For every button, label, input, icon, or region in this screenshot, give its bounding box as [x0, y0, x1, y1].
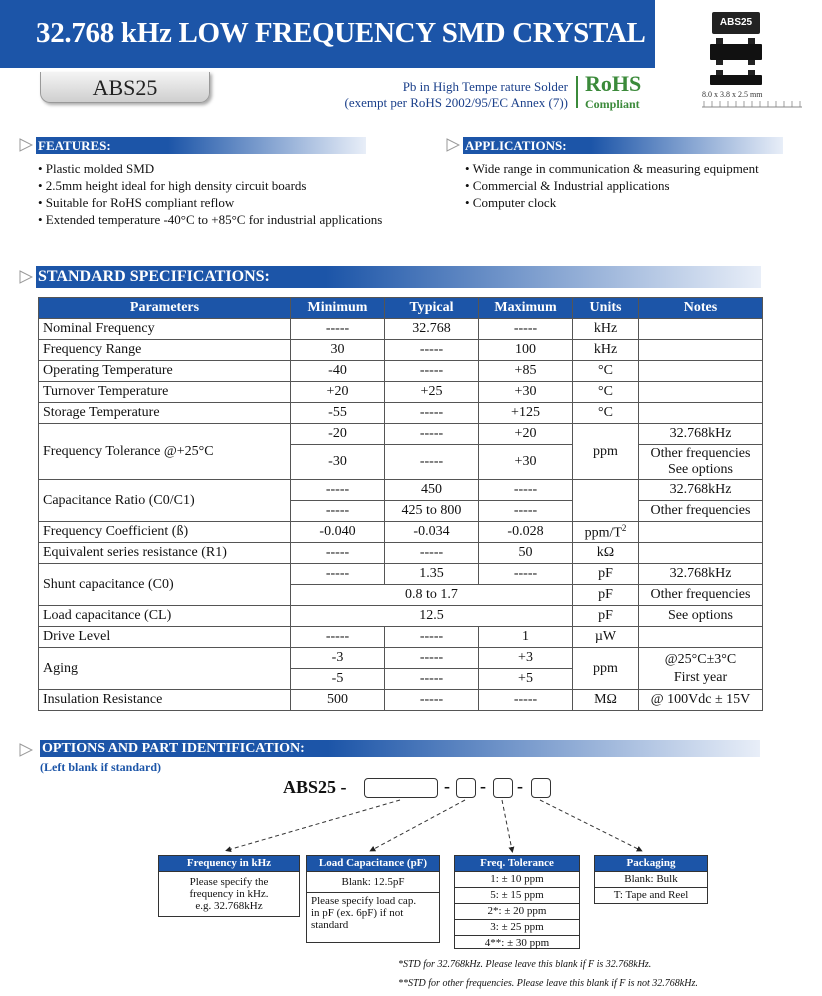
table-cell: pF: [573, 606, 639, 627]
note-line: See options: [668, 462, 733, 477]
packaging-option-box: [594, 855, 708, 904]
option-text: 2*: ± 20 ppm: [455, 904, 579, 920]
list-item: • Extended temperature -40°C to +85°C for industrial applications: [38, 212, 383, 227]
table-cell: µW: [573, 627, 639, 648]
list-item: • Suitable for RoHS compliant reflow: [38, 195, 235, 210]
table-cell: Load capacitance (CL): [39, 606, 291, 627]
table-cell: +5: [479, 669, 573, 690]
table-cell: -----: [385, 669, 479, 690]
table-cell: -----: [291, 480, 385, 501]
table-cell: Frequency Coefficient (ß): [39, 522, 291, 543]
option-title: Frequency in kHz: [159, 856, 299, 872]
table-cell: °C: [573, 361, 639, 382]
table-cell: Turnover Temperature: [39, 382, 291, 403]
option-title: Freq. Tolerance: [455, 856, 579, 872]
table-cell: 450: [385, 480, 479, 501]
tolerance-option-box: [454, 855, 580, 949]
table-cell: 1: [479, 627, 573, 648]
part-number-prefix: ABS25 -: [283, 777, 347, 797]
table-cell: -----: [385, 627, 479, 648]
list-item: • Wide range in communication & measuring equipment: [465, 161, 759, 176]
applications-heading-text: APPLICATIONS:: [465, 138, 567, 153]
table-cell: kHz: [573, 340, 639, 361]
option-text: in pF (ex. 6pF) if not: [311, 907, 404, 919]
table-cell: 425 to 800: [385, 501, 479, 522]
list-item: • Computer clock: [465, 195, 557, 210]
table-cell: Shunt capacitance (C0): [39, 564, 291, 606]
list-item: • 2.5mm height ideal for high density circuit boards: [38, 178, 307, 193]
table-cell: -----: [385, 403, 479, 424]
table-cell: -----: [385, 340, 479, 361]
footnote-std-other: **STD for other frequencies. Please leave this blank if F is not 32.768kHz.: [398, 978, 698, 989]
options-heading-text: OPTIONS AND PART IDENTIFICATION:: [42, 741, 305, 756]
unit-text: ppm/T: [584, 525, 622, 541]
table-cell: +30: [479, 445, 573, 480]
table-cell: -----: [385, 690, 479, 711]
table-cell: -5: [291, 669, 385, 690]
table-cell: 500: [291, 690, 385, 711]
table-cell: -----: [385, 445, 479, 480]
rohs-logo: RoHS: [585, 71, 642, 96]
table-cell: °C: [573, 382, 639, 403]
table-cell: pF: [573, 585, 639, 606]
table-cell: -0.040: [291, 522, 385, 543]
frequency-option-box: [158, 855, 300, 917]
option-text: frequency in kHz.: [189, 888, 269, 900]
option-title: Load Capacitance (pF): [307, 856, 439, 872]
features-heading-text: FEATURES:: [38, 138, 111, 153]
unit-exponent: 2: [621, 522, 627, 533]
table-cell: +20: [479, 424, 573, 445]
table-cell: -----: [385, 361, 479, 382]
table-cell: 32.768: [385, 319, 479, 340]
table-cell: kHz: [573, 319, 639, 340]
solder-note-line2: (exempt per RoHS 2002/95/EC Annex (7)): [344, 95, 568, 110]
model-name: ABS25: [92, 75, 158, 100]
column-header: Parameters: [39, 298, 291, 319]
option-text: Blank: 12.5pF: [307, 872, 439, 893]
table-cell: +85: [479, 361, 573, 382]
dash: -: [517, 776, 523, 796]
table-cell: -----: [385, 543, 479, 564]
table-cell: Equivalent series resistance (R1): [39, 543, 291, 564]
table-cell: 32.768kHz: [639, 480, 763, 501]
table-cell: ppm: [573, 648, 639, 690]
chip-label: ABS25: [712, 12, 760, 34]
table-cell: 100: [479, 340, 573, 361]
table-cell: Storage Temperature: [39, 403, 291, 424]
dash: -: [444, 776, 450, 796]
table-cell: +25: [385, 382, 479, 403]
table-cell: Operating Temperature: [39, 361, 291, 382]
list-item: • Plastic molded SMD: [38, 161, 155, 176]
list-item: • Commercial & Industrial applications: [465, 178, 670, 193]
column-header: Maximum: [479, 298, 573, 319]
table-cell: -----: [291, 319, 385, 340]
column-header: Minimum: [291, 298, 385, 319]
table-cell: 50: [479, 543, 573, 564]
table-cell: °C: [573, 403, 639, 424]
note-line: Other frequencies: [650, 446, 751, 461]
table-cell: Drive Level: [39, 627, 291, 648]
table-cell: -3: [291, 648, 385, 669]
table-cell: -----: [479, 319, 573, 340]
table-cell: kΩ: [573, 543, 639, 564]
table-cell: See options: [639, 606, 763, 627]
table-cell: -----: [479, 480, 573, 501]
chip-dimensions: 8.0 x 3.8 x 2.5 mm: [702, 90, 763, 99]
table-cell: +30: [479, 382, 573, 403]
option-text: T: Tape and Reel: [613, 889, 689, 901]
table-cell: 12.5: [291, 606, 573, 627]
note-line: @25°C±3°C: [664, 651, 737, 667]
table-cell: MΩ: [573, 690, 639, 711]
rohs-compliant: Compliant: [585, 97, 640, 111]
table-cell: -30: [291, 445, 385, 480]
table-cell: -----: [479, 501, 573, 522]
table-cell: -0.034: [385, 522, 479, 543]
table-cell: +3: [479, 648, 573, 669]
option-title: Packaging: [595, 856, 707, 872]
option-text: 3: ± 25 ppm: [455, 920, 579, 936]
table-cell: -----: [385, 648, 479, 669]
table-cell: Other frequencies: [639, 501, 763, 522]
table-cell: Frequency Range: [39, 340, 291, 361]
dash: -: [480, 776, 486, 796]
column-header: Units: [573, 298, 639, 319]
specs-heading-text: STANDARD SPECIFICATIONS:: [38, 268, 270, 285]
table-cell: 32.768kHz: [639, 424, 763, 445]
page-title: 32.768 kHz LOW FREQUENCY SMD CRYSTAL: [36, 17, 646, 49]
table-cell: 30: [291, 340, 385, 361]
table-cell: -----: [479, 690, 573, 711]
option-text: Blank: Bulk: [595, 872, 707, 888]
table-cell: ppm: [573, 424, 639, 480]
load-option-box: [306, 855, 440, 943]
table-cell: -40: [291, 361, 385, 382]
table-cell: pF: [573, 564, 639, 585]
option-text: e.g. 32.768kHz: [195, 900, 263, 912]
table-cell: -----: [385, 424, 479, 445]
option-text: Please specify load cap.: [311, 895, 417, 907]
table-cell: -0.028: [479, 522, 573, 543]
table-cell: -20: [291, 424, 385, 445]
table-cell: -----: [291, 627, 385, 648]
options-subheading: (Left blank if standard): [40, 760, 162, 774]
option-text: 1: ± 10 ppm: [455, 872, 579, 888]
table-cell: Aging: [39, 648, 291, 690]
table-cell: Nominal Frequency: [39, 319, 291, 340]
table-cell: @ 100Vdc ± 15V: [639, 690, 763, 711]
option-text: Please specify the: [189, 876, 269, 888]
table-cell: Capacitance Ratio (C0/C1): [39, 480, 291, 522]
table-cell: +125: [479, 403, 573, 424]
table-cell: -----: [291, 564, 385, 585]
table-cell: -55: [291, 403, 385, 424]
note-line: First year: [673, 669, 728, 685]
table-cell: -----: [291, 543, 385, 564]
table-cell: 32.768kHz: [639, 564, 763, 585]
column-header: Typical: [385, 298, 479, 319]
table-cell: -----: [291, 501, 385, 522]
solder-note-line1: Pb in High Tempe rature Solder: [402, 79, 568, 94]
table-cell: Other frequencies: [639, 585, 763, 606]
option-text: 5: ± 15 ppm: [455, 888, 579, 904]
table-cell: Frequency Tolerance @+25°C: [39, 424, 291, 480]
column-header: Notes: [639, 298, 763, 319]
footnote-std-32k: *STD for 32.768kHz. Please leave this blank if F is 32.768kHz.: [398, 959, 652, 970]
table-cell: Insulation Resistance: [39, 690, 291, 711]
table-cell: -----: [479, 564, 573, 585]
option-text: 4**: ± 30 ppm: [484, 937, 550, 949]
table-cell: +20: [291, 382, 385, 403]
table-cell: 1.35: [385, 564, 479, 585]
table-cell: 0.8 to 1.7: [291, 585, 573, 606]
option-text: standard: [311, 919, 349, 931]
